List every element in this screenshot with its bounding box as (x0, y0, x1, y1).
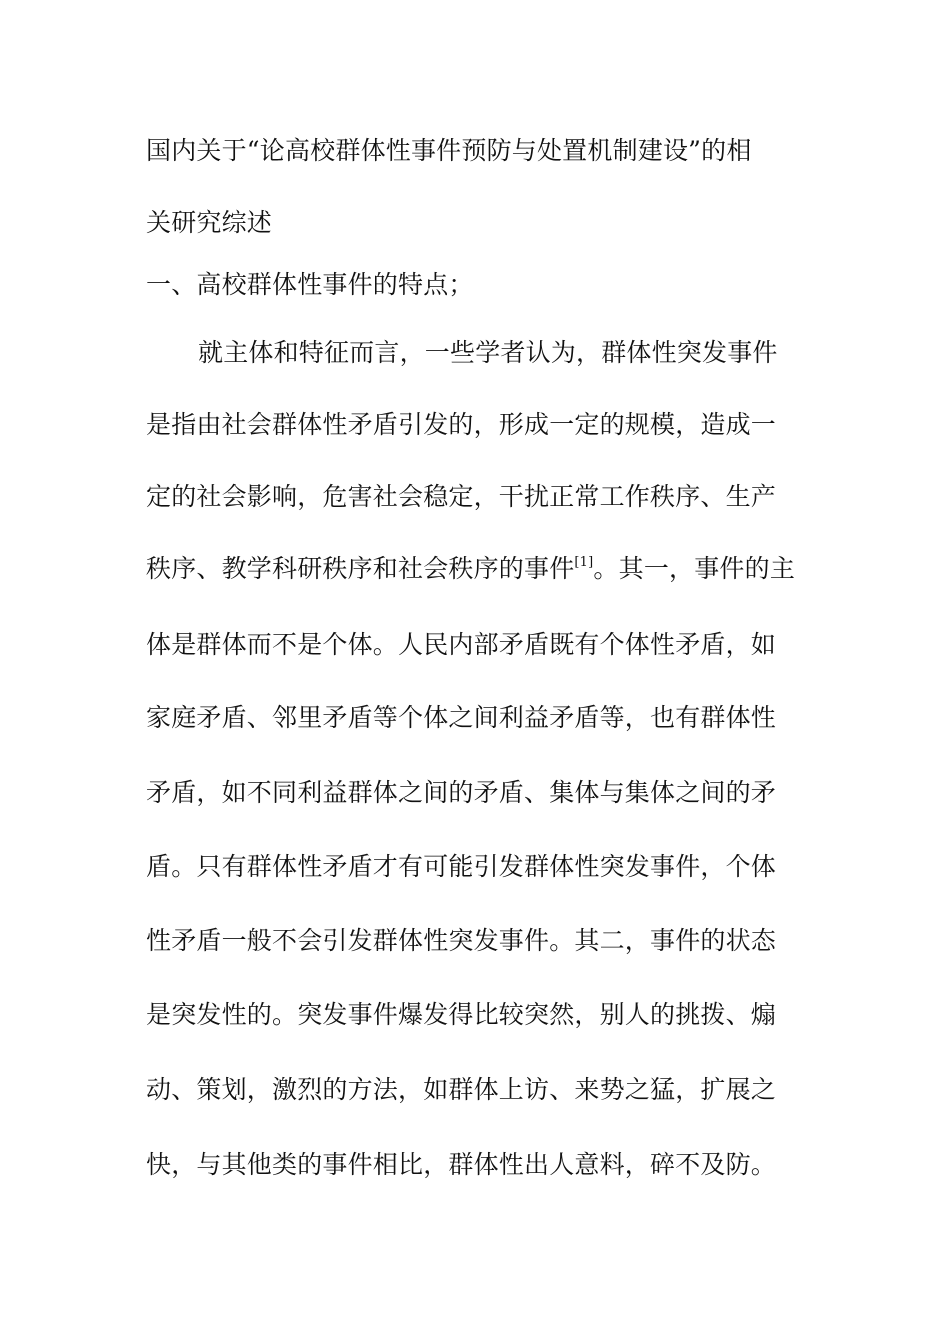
paragraph-line-with-citation (146, 554, 795, 584)
document-title-line-2: 关研究综述 (146, 208, 273, 237)
paragraph-text: 秩序、教学科研秩序和社会秩序的事件 (146, 554, 575, 583)
section-heading: 一、高校群体性事件的特点； (146, 270, 474, 299)
paragraph-line: 是指由社会群体性矛盾引发的，形成一定的规模，造成一 (146, 410, 777, 439)
paragraph-line: 是突发性的。突发事件爆发得比较突然，别人的挑拨、煽 (146, 1000, 777, 1029)
paragraph-line: 快，与其他类的事件相比，群体性出人意料，碎不及防。 (146, 1150, 777, 1179)
paragraph-line: 性矛盾一般不会引发群体性突发事件。其二，事件的状态 (146, 926, 777, 955)
paragraph-line: 定的社会影响，危害社会稳定，干扰正常工作秩序、生产 (146, 482, 777, 511)
paragraph-line: 就主体和特征而言，一些学者认为，群体性突发事件 (198, 338, 778, 367)
document-title-line-1: 国内关于“论高校群体性事件预防与处置机制建设”的相 (146, 136, 752, 165)
paragraph-line: 盾。只有群体性矛盾才有可能引发群体性突发事件，个体 (146, 852, 777, 881)
paragraph-line: 体是群体而不是个体。人民内部矛盾既有个体性矛盾，如 (146, 630, 777, 659)
citation-reference: [1] (574, 555, 594, 570)
paragraph-line: 家庭矛盾、邻里矛盾等个体之间利益矛盾等，也有群体性 (146, 703, 777, 732)
paragraph-line: 矛盾，如不同利益群体之间的矛盾、集体与集体之间的矛 (146, 778, 777, 807)
paragraph-line: 动、策划，激烈的方法，如群体上访、来势之猛，扩展之 (146, 1075, 777, 1104)
paragraph-text: 。其一，事件的主 (593, 554, 796, 583)
